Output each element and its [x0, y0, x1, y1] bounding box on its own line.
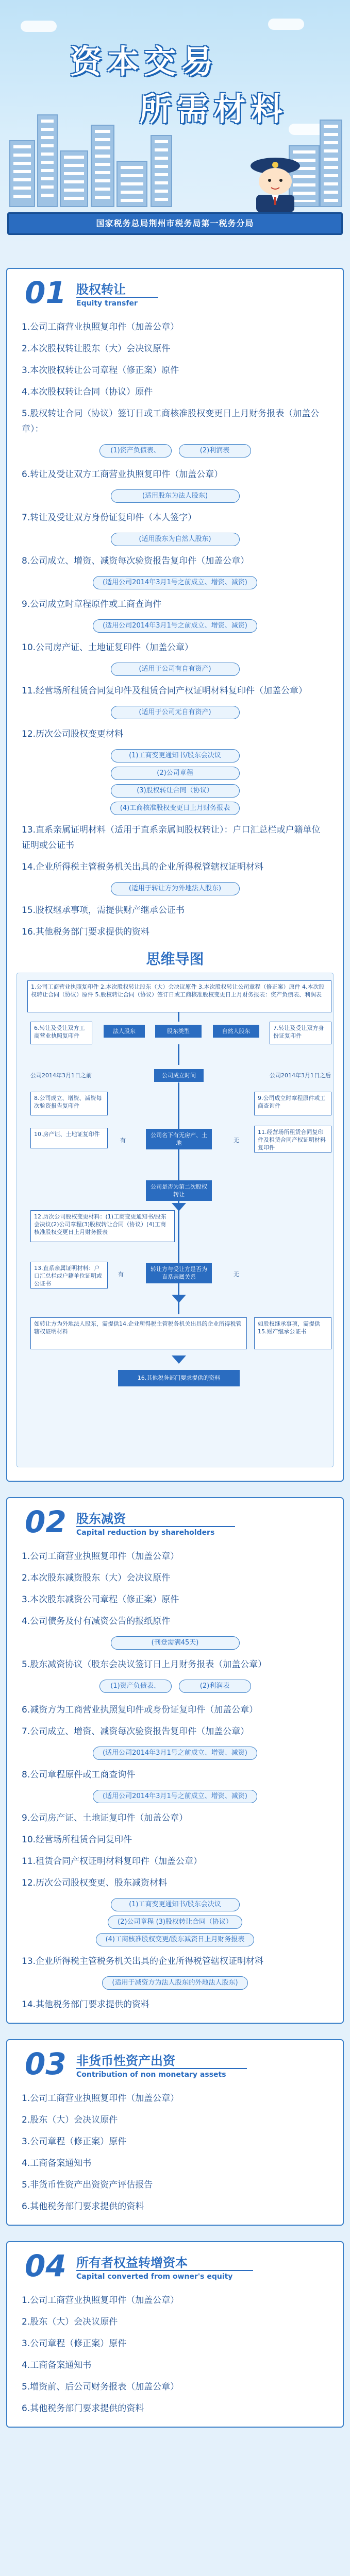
sub-item-pill: (2)公司章程 — [111, 767, 240, 780]
list-item: 13.企业所得税主管税务机关出具的企业所得税管辖权证明材料 — [22, 1956, 264, 1967]
section-subtitle: Equity transfer — [76, 297, 158, 308]
list-item: 3.公司章程（修正案）原件 — [22, 2137, 127, 2147]
list-item: 3.公司章程（修正案）原件 — [22, 2338, 127, 2349]
list-item: 6.转让及受让双方工商营业执照复印件（加盖公章） — [22, 469, 223, 480]
sub-item-group — [22, 749, 328, 815]
sub-item-pill: (适用公司2014年3月1号之前成立、增资、减资) — [93, 619, 257, 633]
building-illustration — [91, 125, 114, 207]
mindmap-label-no: 无 — [234, 1137, 239, 1144]
list-item: 1.公司工商营业执照复印件（加盖公章） — [22, 1551, 179, 1562]
sub-item-group — [22, 576, 328, 589]
list-item: 9.公司房产证、土地证复印件（加盖公章） — [22, 1813, 188, 1823]
sub-item-pill: (适用公司2014年3月1号之前成立、增资、减资) — [93, 576, 257, 589]
list-item: 15.股权继承事项，需提供财产继承公证书 — [22, 905, 185, 916]
list-item: 14.企业所得税主管税务机关出具的企业所得税管辖权证明材料 — [22, 862, 264, 872]
material-list — [7, 1546, 343, 2015]
sub-item-pill: (适用于公司有自有资产) — [111, 663, 240, 676]
sub-item-pill: (适用公司2014年3月1号之前成立、增资、减资) — [93, 1747, 257, 1760]
list-item: 4.工商备案通知书 — [22, 2158, 92, 2168]
list-item: 11.租赁合同产权证明材料复印件（加盖公章） — [22, 1856, 203, 1867]
building-illustration — [151, 135, 172, 207]
cloud-decoration — [21, 21, 57, 32]
list-item: 14.其他税务部门要求提供的资料 — [22, 1999, 150, 2010]
list-item: 5.股权转让合同（协议）签订日或工商核准股权变更日上月财务报表（加盖公章）： — [22, 409, 320, 434]
mindmap-node-family-relation: 转让方与受让方是否为直系亲属关系 — [146, 1263, 212, 1283]
sub-item-group — [22, 1636, 328, 1650]
list-item: 12.历次公司股权变更、股东减资材料 — [22, 1878, 168, 1888]
sub-item-pill: (1)工商变更通知书/股东会决议 — [111, 1898, 240, 1911]
sub-item-group — [22, 533, 328, 546]
hero-title-line2: 所需材料 — [139, 90, 288, 128]
list-item: 7.转让及受让双方身份证复印件（本人签字） — [22, 513, 197, 523]
list-item: 4.工商备案通知书 — [22, 2360, 92, 2370]
list-item: 4.公司债务及付有减资公告的报纸原件 — [22, 1616, 171, 1626]
mindmap-box-8: 8.公司成立、增资、减资每次验资报告复印件 — [30, 1092, 108, 1115]
sub-item-pill: (适用于转让方为外地法人股东) — [111, 882, 240, 895]
section-capital-reduction — [6, 1497, 344, 2024]
list-item: 4.本次股权转让合同（协议）原件 — [22, 387, 153, 397]
tax-officer-illustration — [242, 155, 309, 212]
mindmap-node-founding-time: 公司成立时间 — [154, 1069, 204, 1082]
sub-item-group — [22, 1898, 328, 1946]
building-illustration — [320, 120, 342, 207]
sub-item-group — [22, 1676, 328, 1696]
mindmap-label-before-2014: 公司2014年3月1日之前 — [30, 1072, 92, 1079]
list-item: 6.其他税务部门要求提供的资料 — [22, 2201, 144, 2212]
list-item: 3.本次股权转让公司章程（修正案）原件 — [22, 365, 179, 376]
sub-item-group — [22, 882, 328, 895]
mindmap-box-6: 6.转让及受让双方工商营业执照复印件 — [30, 1022, 92, 1044]
sub-item-pill: (1)工商变更通知书/股东会决议 — [111, 749, 240, 762]
section-subtitle: Capital converted from owner's equity — [76, 2270, 253, 2281]
mindmap-box-11: 11.经营场所租赁合同复印件及租赁合同产权证明材料复印件 — [254, 1126, 331, 1153]
list-item: 9.公司成立时章程原件或工商查询件 — [22, 599, 162, 609]
mindmap-box-13: 13.直系亲属证明材料：户口汇总栏或户籍单位证明或公证书 — [30, 1262, 108, 1289]
mindmap-box-7: 7.转让及受让双方身份证复印件 — [270, 1022, 331, 1044]
section-number: 01 — [25, 275, 66, 310]
mindmap-box-15: 如股权继承事项，需提供15.财产继承公证书 — [254, 1317, 331, 1349]
list-item: 13.直系亲属证明材料（适用于直系亲属间股权转让）：户口汇总栏或户籍单位证明或公证书 — [22, 825, 321, 851]
sub-item-group — [22, 619, 328, 633]
mindmap-box-10: 10.房产证、土地证复印件 — [30, 1128, 108, 1148]
section-number: 02 — [25, 1504, 66, 1539]
building-illustration — [60, 150, 88, 207]
list-item: 2.本次股权转让股东（大）会决议原件 — [22, 344, 171, 354]
hero-title-line1: 资本交易 — [70, 43, 219, 80]
sub-item-pill: (2)利润表 — [179, 1680, 251, 1693]
mindmap — [16, 973, 334, 1467]
sub-item-pill: (适用于减资方为法人股东的外地法人股东) — [102, 1976, 247, 1990]
section-equity-transfer — [6, 268, 344, 1482]
material-list — [7, 316, 343, 943]
section-number: 04 — [25, 2248, 66, 2283]
list-item: 5.非货币性资产出资资产评估报告 — [22, 2180, 153, 2190]
list-item: 6.其他税务部门要求提供的资料 — [22, 2403, 144, 2414]
mindmap-box-16: 16.其他税务部门要求提供的资料 — [118, 1370, 240, 1386]
list-item: 2.股东（大）会决议原件 — [22, 2317, 118, 2327]
cloud-decoration — [268, 19, 304, 30]
sub-item-group — [22, 1976, 328, 1990]
list-item: 8.公司章程原件或工商查询件 — [22, 1770, 136, 1780]
section-header — [7, 269, 343, 316]
list-item: 12.历次公司股权变更材料 — [22, 729, 124, 739]
section-header — [7, 2040, 343, 2088]
mindmap-node-legal-person: 法人股东 — [104, 1025, 145, 1038]
sub-item-pill: (4)工商核准股权变更/股东减资日上月财务报表 — [96, 1933, 255, 1946]
list-item: 2.本次股东减资股东（大）会决议原件 — [22, 1573, 171, 1583]
sub-item-pill: (适用于公司无自有资产) — [111, 706, 240, 719]
section-subtitle: Contribution of non monetary assets — [76, 2068, 247, 2079]
list-item: 6.减资方为工商营业执照复印件或身份证复印件（加盖公章） — [22, 1705, 258, 1715]
section-header — [7, 2242, 343, 2290]
mindmap-node-property: 公司名下有无房产、土地 — [146, 1129, 212, 1149]
material-list — [7, 2088, 343, 2217]
list-item: 16.其他税务部门要求提供的资料 — [22, 927, 150, 937]
sub-item-pill: (3)股权转让合同（协议） — [111, 784, 240, 798]
building-illustration — [9, 140, 35, 207]
list-item: 5.股东减资协议（股东会决议签订日上月财务报表（加盖公章） — [22, 1659, 267, 1670]
section-equity-to-capital — [6, 2241, 344, 2428]
list-item: 10.公司房产证、土地证复印件（加盖公章） — [22, 642, 194, 653]
list-item: 1.公司工商营业执照复印件（加盖公章） — [22, 2093, 179, 2104]
sub-item-pill: (1)资产负债表、 — [99, 1680, 172, 1693]
building-illustration — [37, 114, 58, 207]
sub-item-group — [22, 1747, 328, 1760]
sub-item-pill: (适用公司2014年3月1号之前成立、增资、减资) — [93, 1790, 257, 1803]
sub-item-group — [22, 706, 328, 719]
section-number: 03 — [25, 2046, 66, 2081]
mindmap-label-no: 无 — [234, 1271, 239, 1278]
mindmap-box-14: 如转让方为外地法人股东，需提供14.企业所得税主管税务机关出具的企业所得税管辖权证明材料 — [30, 1317, 247, 1349]
mindmap-box-9: 9.公司成立时章程原件或工商查询件 — [254, 1092, 331, 1115]
list-item: 1.公司工商营业执照复印件（加盖公章） — [22, 2295, 179, 2306]
material-list — [7, 2290, 343, 2419]
mindmap-label-yes: 有 — [118, 1271, 124, 1278]
hero-banner — [0, 0, 350, 247]
list-item: 5.增资前、后公司财务报表（加盖公章） — [22, 2382, 179, 2392]
sub-item-pill: (2)利润表 — [179, 444, 251, 457]
list-item: 7.公司成立、增资、减资每次验资报告复印件（加盖公章） — [22, 1726, 249, 1737]
sub-item-group — [22, 1790, 328, 1803]
section-subtitle: Capital reduction by shareholders — [76, 1526, 235, 1537]
list-item: 8.公司成立、增资、减资每次验资报告复印件（加盖公章） — [22, 556, 249, 566]
list-item: 3.本次股东减资公司章程（修正案）原件 — [22, 1595, 179, 1605]
list-item: 2.股东（大）会决议原件 — [22, 2115, 118, 2125]
list-item: 1.公司工商营业执照复印件（加盖公章） — [22, 322, 179, 332]
sub-item-group — [22, 441, 328, 461]
sub-item-pill: (适用股东为法人股东) — [111, 489, 240, 503]
list-item: 10.经营场所租赁合同复印件 — [22, 1835, 132, 1845]
section-header — [7, 1498, 343, 1546]
mindmap-label-after-2014: 公司2014年3月1日之后 — [270, 1072, 331, 1079]
list-item: 11.经营场所租赁合同复印件及租赁合同产权证明材料复印件（加盖公章） — [22, 686, 308, 696]
mindmap-node-natural-person: 自然人股东 — [213, 1025, 259, 1038]
mindmap-node-shareholder-type: 股东类型 — [155, 1025, 202, 1038]
department-ribbon — [7, 212, 343, 235]
sub-item-group — [22, 489, 328, 503]
sub-item-pill: (刊登需满45天) — [111, 1636, 240, 1650]
sub-item-group — [22, 663, 328, 676]
mindmap-label-yes: 有 — [120, 1137, 126, 1144]
sub-item-pill: (1)资产负债表、 — [99, 444, 172, 457]
section-title: 非货币性资产出资 — [76, 2054, 175, 2068]
section-title: 股权转让 — [76, 282, 126, 297]
section-title: 所有者权益转增资本 — [76, 2256, 188, 2270]
section-title: 股东减资 — [76, 1512, 126, 1526]
sub-item-pill: (2)公司章程 (3)股权转让合同（协议） — [108, 1916, 242, 1929]
mindmap-title: 思维导图 — [146, 951, 204, 968]
mindmap-box-12: 12.历次公司股权变更材料：(1)工商变更通知书/股东会决议(2)公司章程(3)股权转让合同（协议）(4)工商核准股权变更日上月财务报表 — [30, 1210, 175, 1242]
mindmap-box-basic-materials: 1.公司工商营业执照复印件 2.本次股权转让股东（大）会决议原件 3.本次股权转让公司章程（修正案）原件 4.本次股权转让合同（协议）原件 5.股权转让合同（协议）签订日或工商核准股权变更日上月财务报表：资产负债表、利润表 — [27, 980, 331, 1012]
mindmap-node-second-transfer: 公司是否为第二次股权转让 — [146, 1180, 212, 1201]
sub-item-pill: (4)工商核准股权变更日上月财务报表 — [110, 802, 240, 815]
building-illustration — [116, 161, 147, 207]
sub-item-pill: (适用股东为自然人股东) — [111, 533, 240, 546]
department-name: 国家税务总局荆州市税务局第一税务分局 — [96, 218, 254, 228]
section-non-monetary-contribution — [6, 2039, 344, 2226]
